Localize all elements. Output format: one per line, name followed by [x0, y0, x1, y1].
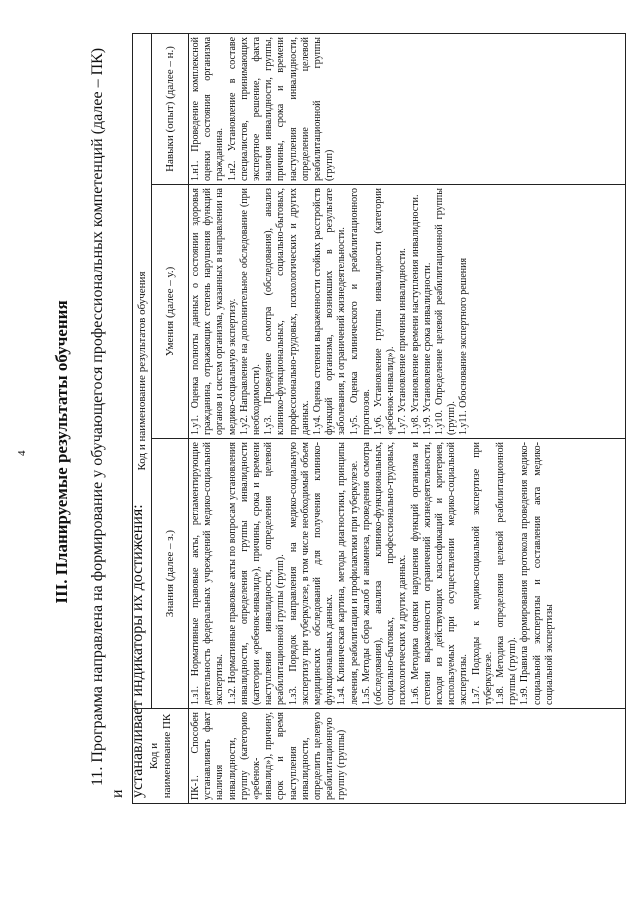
experience-cell	[189, 33, 626, 184]
skill-item: 1.у8. Установление времени наступления инвалидности.	[409, 194, 421, 435]
knowledge-item: 1.з6. Методика оценки нарушения функций организма и степени выраженности ограничений жизнедеятельности, исходя из действующих классификаций и критериев, используемых при осуществлении медико-социальной экспертизы.	[409, 442, 470, 705]
pk-cell	[189, 709, 626, 804]
knowledge-item: 1.з8. Методика определения целевой реабилитационной группы (групп).	[495, 442, 519, 705]
skill-item: 1.у11. Обоснование экспертного решения	[458, 257, 470, 435]
skill-item: 1.у2. Направление на дополнительное обследование (при необходимости).	[238, 188, 263, 435]
knowledge-item: 1.з7. Подходы к медико-социальной экспертизе при туберкулезе.	[470, 442, 494, 705]
skill-item: 1.у4. Оценка степени выраженности стойких расстройств функций организма, возникших в результате заболевания, и ограничений жизнедеятельности.	[312, 188, 348, 435]
skill-item: 1.у5. Оценка клинического и реабилитационного прогнозов.	[348, 188, 372, 435]
experience-item: 1.н2. Установление в составе специалистов, принимающих экспертное решение, факта наличия инвалидности, группы, причины, срока и времени наступления инвалидности, определение целевой реабилитационной группы (групп)	[226, 36, 336, 181]
skill-item: 1.у10. Определение целевой реабилитационной группы (групп).	[434, 188, 458, 435]
knowledge-item: 1.з2. Нормативные правовые акты по вопросам установления инвалидности, определения группы инвалидности (категории «ребенок-инвалид»), причины, срока и времени наступления инвалидности, определения целевой реабилитационной группы (групп).	[226, 442, 287, 705]
knowledge-item: 1.з5. Методы сбора жалоб и анамнеза, проведения осмотра (обследования), анализа клинико-функциональных, социально-бытовых, профессионально-трудовых, психологических и других данных.	[360, 442, 409, 705]
intro-line-1: 11. Программа направлена на формирование у обучающегося профессиональных компетенций (далее – ПК) и	[89, 47, 126, 798]
knowledge-item: 1.з9. Правила формирования протокола проведения медико-социальной экспертизы и составления акта медико-социальной экспертизы	[519, 442, 555, 705]
competency-table	[132, 33, 626, 804]
section-title: III. Планируемые результаты обучения	[52, 300, 71, 604]
header-skills: Умения (далее – у.)	[152, 185, 189, 439]
knowledge-item: 1.з4. Клиническая картина, методы диагностики, принципы лечения, реабилитации и профилактики при туберкулезе.	[336, 442, 360, 705]
header-knowledge: Знания (далее – з.)	[152, 439, 189, 709]
skill-item: 1.у1. Оценка полноты данных о состоянии здоровья гражданина, отражающих степень нарушения функций органов и систем организма, указанных в направлении на медико-социальную экспертизу.	[190, 188, 238, 435]
knowledge-item: 1.з1. Нормативные правовые акты, регламентирующие деятельность федеральных учреждений медико-социальной экспертизы.	[190, 442, 226, 705]
header-results-group: Код и наименование результатов обучения	[133, 33, 152, 708]
intro-line-2: устанавливает индикаторы их достижения:	[129, 504, 146, 798]
page-number: 4	[16, 450, 28, 456]
header-pk: Код и наименование ПК	[133, 709, 189, 804]
experience-item: 1.н1. Проведение комплексной оценки состояния организма гражданина.	[190, 36, 226, 181]
skill-item: 1.у9. Установление срока инвалидности.	[421, 262, 433, 435]
skills-cell	[189, 185, 626, 439]
table-row	[189, 33, 626, 803]
pk-text: ПК-1. Способен устанавливать факт наличия инвалидности, группу (категорию «ребенок-инвалид»), причину, срок и время наступления инвалидности, определить целевую реабилитационную группу (группы)	[190, 712, 348, 800]
skill-item: 1.у6. Установление группы инвалидности (категории «ребенок-инвалид»).	[373, 188, 397, 435]
skill-item: 1.у3. Проведение осмотра (обследования), анализ клинико-функциональных, социально-бытовых, профессионально-трудовых, психологических и других данных.	[263, 188, 311, 435]
knowledge-cell	[189, 439, 626, 709]
knowledge-item: 1.з3. Порядок направления на медико-социальную экспертизу при туберкулезе, в том числе необходимый объем медицинских обследований для получения клинико-функциональных данных.	[287, 442, 336, 705]
skill-item: 1.у7. Установление причины инвалидности.	[397, 248, 409, 435]
header-experience: Навыки (опыт) (далее – н.)	[152, 33, 189, 184]
